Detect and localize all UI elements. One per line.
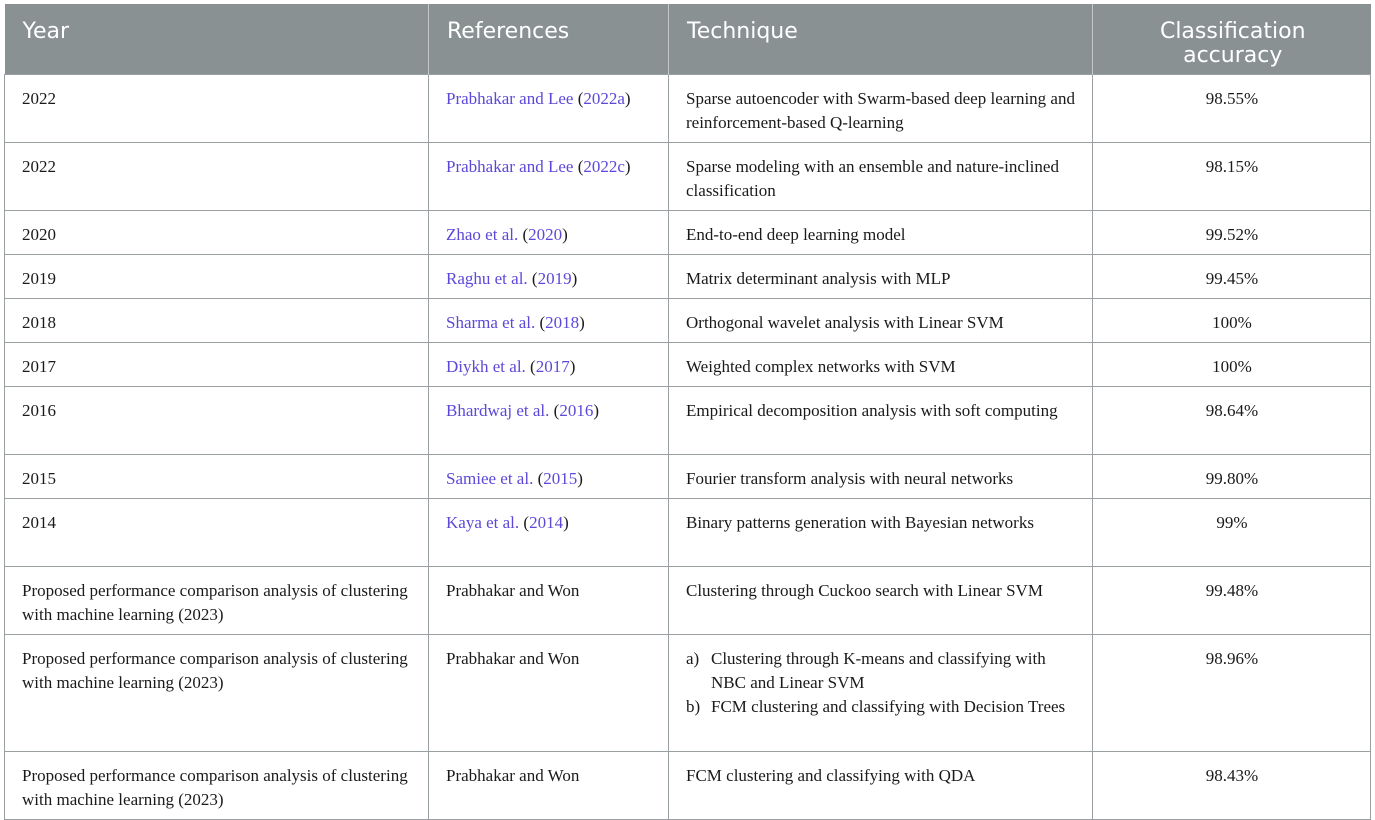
table-row [5,567,1371,635]
cell-technique: Binary patterns generation with Bayesian networks [669,499,1093,567]
cell-year: 2019 [5,255,429,299]
cell-technique: Sparse autoencoder with Swarm-based deep learning and reinforcement-based Q-learning [669,75,1093,143]
paren-open: ( [549,401,560,420]
reference-year-link[interactable]: 2017 [535,357,570,376]
table-row [5,75,1371,143]
paren-open: ( [573,157,584,176]
cell-technique: Matrix determinant analysis with MLP [669,255,1093,299]
table-row [5,752,1371,820]
cell-year: 2014 [5,499,429,567]
reference-year-link[interactable]: 2016 [559,401,594,420]
paren-close: ) [624,157,631,176]
paren-open: ( [527,269,538,288]
cell-year: 2016 [5,387,429,455]
paren-close: ) [569,357,576,376]
table-row [5,635,1371,752]
reference-link[interactable]: Raghu et al. [446,269,528,288]
table-row [5,343,1371,387]
cell-technique: Fourier transform analysis with neural networks [669,455,1093,499]
cell-technique: End-to-end deep learning model [669,211,1093,255]
paren-close: ) [571,269,578,288]
table-row [5,455,1371,499]
cell-technique: Empirical decomposition analysis with soft computing [669,387,1093,455]
reference-year-link[interactable]: 2018 [545,313,580,332]
cell-reference: Prabhakar and Won [429,752,669,820]
header-accuracy [1093,4,1371,75]
cell-accuracy: 98.64% [1093,387,1371,455]
cell-reference [429,75,669,143]
reference-link[interactable]: Prabhakar and Lee [446,157,574,176]
cell-accuracy: 99% [1093,499,1371,567]
reference-year-link[interactable]: 2019 [537,269,572,288]
cell-accuracy: 100% [1093,299,1371,343]
cell-technique: Orthogonal wavelet analysis with Linear SVM [669,299,1093,343]
cell-year: 2018 [5,299,429,343]
cell-accuracy: 99.48% [1093,567,1371,635]
cell-reference: Prabhakar and Won [429,567,669,635]
header-accuracy-line1: Classification [1159,19,1306,44]
paren-open: ( [525,357,536,376]
header-row [5,4,1371,75]
paren-open: ( [573,89,584,108]
paren-open: ( [535,313,546,332]
reference-link[interactable]: Prabhakar and Lee [446,89,574,108]
table-row [5,255,1371,299]
cell-reference: Prabhakar and Won [429,635,669,752]
item-text: Clustering through K-means and classifying with NBC and Linear SVM [711,649,1046,692]
table-row [5,299,1371,343]
reference-year-link[interactable]: 2020 [528,225,563,244]
comparison-table [4,4,1371,820]
cell-technique: Clustering through Cuckoo search with Linear SVM [669,567,1093,635]
cell-reference [429,499,669,567]
cell-accuracy: 98.96% [1093,635,1371,752]
cell-year: 2015 [5,455,429,499]
paren-open: ( [533,469,544,488]
cell-reference [429,455,669,499]
paren-open: ( [519,513,530,532]
cell-reference [429,211,669,255]
table-row [5,499,1371,567]
cell-year: Proposed performance comparison analysis of clustering with machine learning (2023) [5,752,429,820]
paren-close: ) [577,469,583,488]
cell-year: Proposed performance comparison analysis of clustering with machine learning (2023) [5,567,429,635]
header-accuracy-line2: accuracy [1183,43,1283,68]
cell-accuracy: 99.80% [1093,455,1371,499]
cell-year: 2017 [5,343,429,387]
reference-link[interactable]: Diykh et al. [446,357,526,376]
paren-open: ( [518,225,529,244]
reference-year-link[interactable]: 2015 [543,469,578,488]
table-row [5,387,1371,455]
technique-item [686,647,1076,695]
cell-reference [429,255,669,299]
paren-close: ) [624,89,631,108]
reference-year-link[interactable]: 2022a [583,89,625,108]
table-row [5,143,1371,211]
cell-year: Proposed performance comparison analysis of clustering with machine learning (2023) [5,635,429,752]
cell-reference [429,343,669,387]
cell-year: 2022 [5,143,429,211]
cell-reference [429,143,669,211]
cell-accuracy: 100% [1093,343,1371,387]
cell-reference [429,387,669,455]
item-marker: b) [686,697,701,716]
paren-close: ) [593,401,599,420]
header-references: References [429,4,669,75]
cell-technique: FCM clustering and classifying with QDA [669,752,1093,820]
cell-reference [429,299,669,343]
header-year: Year [5,4,429,75]
cell-technique: Weighted complex networks with SVM [669,343,1093,387]
header-technique: Technique [669,4,1093,75]
item-marker: a) [686,649,700,668]
reference-link[interactable]: Bhardwaj et al. [446,401,550,420]
cell-accuracy: 98.43% [1093,752,1371,820]
cell-accuracy: 98.15% [1093,143,1371,211]
paren-close: ) [579,313,585,332]
reference-year-link[interactable]: 2022c [583,157,625,176]
cell-technique: Sparse modeling with an ensemble and nature-inclined classification [669,143,1093,211]
reference-link[interactable]: Samiee et al. [446,469,534,488]
cell-accuracy: 99.45% [1093,255,1371,299]
reference-year-link[interactable]: 2014 [529,513,564,532]
cell-year: 2022 [5,75,429,143]
paren-close: ) [562,225,568,244]
item-text: FCM clustering and classifying with Decision Trees [711,697,1066,716]
cell-accuracy: 98.55% [1093,75,1371,143]
reference-link[interactable]: Zhao et al. [446,225,519,244]
technique-item [686,695,1076,719]
cell-year: 2020 [5,211,429,255]
table-row [5,211,1371,255]
cell-technique [669,635,1093,752]
cell-accuracy: 99.52% [1093,211,1371,255]
reference-link[interactable]: Kaya et al. [446,513,520,532]
reference-link[interactable]: Sharma et al. [446,313,536,332]
paren-close: ) [563,513,569,532]
